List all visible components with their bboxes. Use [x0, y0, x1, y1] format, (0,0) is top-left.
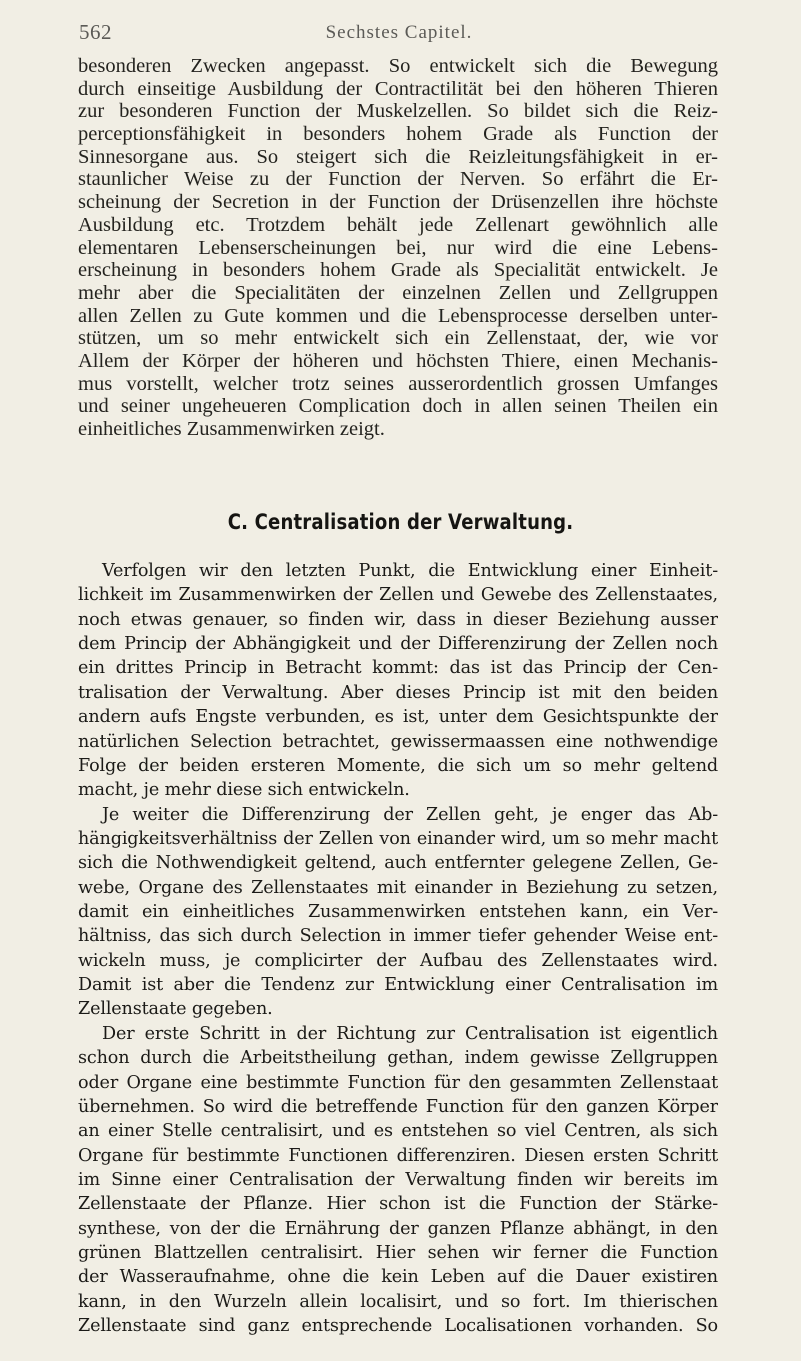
text-line: mus vorstellt, welcher trotz seines ausserordentlich grossen Umfanges [78, 372, 718, 395]
text-line: besonderen Zwecken angepasst. So entwickelt sich die Bewegung [78, 55, 718, 77]
text-line: an einer Stelle centralisirt, und es entstehen so viel Centren, als sich [78, 1121, 718, 1142]
text-line: durch einseitige Ausbildung der Contractilität bei den höheren Thieren [78, 77, 718, 100]
text-line: und seiner ungeheueren Complication doch in allen seinen Theilen ein [78, 395, 718, 418]
text-line: damit ein einheitliches Zusammenwirken entstehen kann, ein Ver- [78, 902, 718, 923]
text-line: ein drittes Princip in Betracht kommt: das ist das Princip der Cen- [78, 658, 718, 679]
text-line: dem Princip der Abhängigkeit und der Differenzirung der Zellen noch [78, 634, 718, 655]
text-line: der Wasseraufnahme, ohne die kein Leben auf die Dauer existiren [78, 1267, 718, 1288]
text-line: tralisation der Verwaltung. Aber dieses Princip ist mit den beiden [78, 682, 718, 703]
text-line: schon durch die Arbeitstheilung gethan, indem gewisse Zellgruppen [78, 1048, 718, 1069]
text-line: Sinnesorgane aus. So steigert sich die Reizleitungsfähigkeit in er- [78, 145, 718, 168]
text-line: staunlicher Weise zu der Function der Nerven. So erfährt die Er- [78, 168, 718, 191]
text-line: Ausbildung etc. Trotzdem behält jede Zellenart gewöhnlich alle [78, 213, 718, 236]
text-line: Organe für bestimmte Functionen differenziren. Diesen ersten Schritt [78, 1145, 718, 1166]
text-line: Je weiter die Differenzirung der Zellen geht, je enger das Ab- [102, 804, 718, 825]
text-line: scheinung der Secretion in der Function der Drüsenzellen ihre höchste [78, 191, 718, 214]
text-line: wickeln muss, je complicirter der Aufbau des Zellenstaates wird. [78, 950, 718, 971]
section-body [78, 559, 718, 1339]
text-line: grünen Blattzellen centralisirt. Hier sehen wir ferner die Function [78, 1243, 718, 1264]
section-heading: C. Centralisation der Verwaltung. [227, 510, 574, 534]
text-line: einheitliches Zusammenwirken zeigt. [78, 418, 385, 440]
text-line: andern aufs Engste verbunden, es ist, unter dem Gesichtspunkte der [78, 707, 718, 728]
text-line: stützen, um so mehr entwickelt sich ein Zellenstaat, der, wie vor [78, 327, 718, 350]
page-number: 562 [79, 20, 112, 44]
text-line: Damit ist aber die Tendenz zur Entwicklung einer Centralisation im [78, 975, 718, 996]
text-line: hängigkeitsverhältniss der Zellen von einander wird, um so mehr macht [78, 828, 718, 849]
text-line: allen Zellen zu Gute kommen und die Lebensprocesse derselben unter- [78, 304, 718, 327]
text-line: lichkeit im Zusammenwirken der Zellen und Gewebe des Zellenstaates, [78, 585, 718, 606]
running-head [79, 20, 719, 48]
text-line: webe, Organe des Zellenstaates mit einander in Beziehung zu setzen, [78, 877, 718, 898]
text-line: Verfolgen wir den letzten Punkt, die Entwicklung einer Einheit- [102, 561, 718, 581]
text-line: perceptionsfähigkeit in besonders hohem Grade als Function der [78, 123, 718, 146]
text-line: sich die Nothwendigkeit geltend, auch entfernter gelegene Zellen, Ge- [78, 853, 718, 874]
text-line: natürlichen Selection betrachtet, gewissermaassen eine nothwendige [78, 731, 718, 752]
running-title: Sechstes Capitel. [325, 22, 473, 43]
text-line: zur besonderen Function der Muskelzellen. So bildet sich die Reiz- [78, 100, 718, 123]
intro-paragraph [78, 55, 718, 441]
text-line: Allem der Körper der höheren und höchsten Thiere, einen Mechanis- [78, 349, 718, 372]
text-line: kann, in den Wurzeln allein localisirt, und so fort. Im thierischen [78, 1291, 718, 1312]
text-line: Zellenstaate der Pflanze. Hier schon ist die Function der Stärke- [78, 1194, 718, 1215]
text-line: Folge der beiden ersteren Momente, die sich um so mehr geltend [78, 755, 718, 776]
text-line: Zellenstaate gegeben. [78, 999, 273, 1020]
text-line: hältniss, das sich durch Selection in immer tiefer gehender Weise ent- [78, 926, 718, 947]
text-line: elementaren Lebenserscheinungen bei, nur wird die eine Lebens- [78, 236, 718, 259]
text-line: synthese, von der die Ernährung der ganzen Pflanze abhängt, in den [78, 1218, 718, 1239]
text-line: oder Organe eine bestimmte Function für den gesammten Zellenstaat [78, 1072, 718, 1093]
text-line: macht, je mehr diese sich entwickeln. [78, 780, 410, 801]
text-line: Zellenstaate sind ganz entsprechende Localisationen vorhanden. So [78, 1316, 718, 1337]
text-line: Der erste Schritt in der Richtung zur Centralisation ist eigentlich [102, 1023, 718, 1044]
text-line: erscheinung in besonders hohem Grade als Specialität entwickelt. Je [78, 259, 718, 282]
text-line: übernehmen. So wird die betreffende Function für den ganzen Körper [78, 1096, 718, 1117]
text-line: im Sinne einer Centralisation der Verwaltung finden wir bereits im [78, 1169, 718, 1190]
text-line: mehr aber die Specialitäten der einzelnen Zellen und Zellgruppen [78, 281, 718, 304]
text-line: noch etwas genauer, so finden wir, dass in dieser Beziehung ausser [78, 609, 718, 630]
